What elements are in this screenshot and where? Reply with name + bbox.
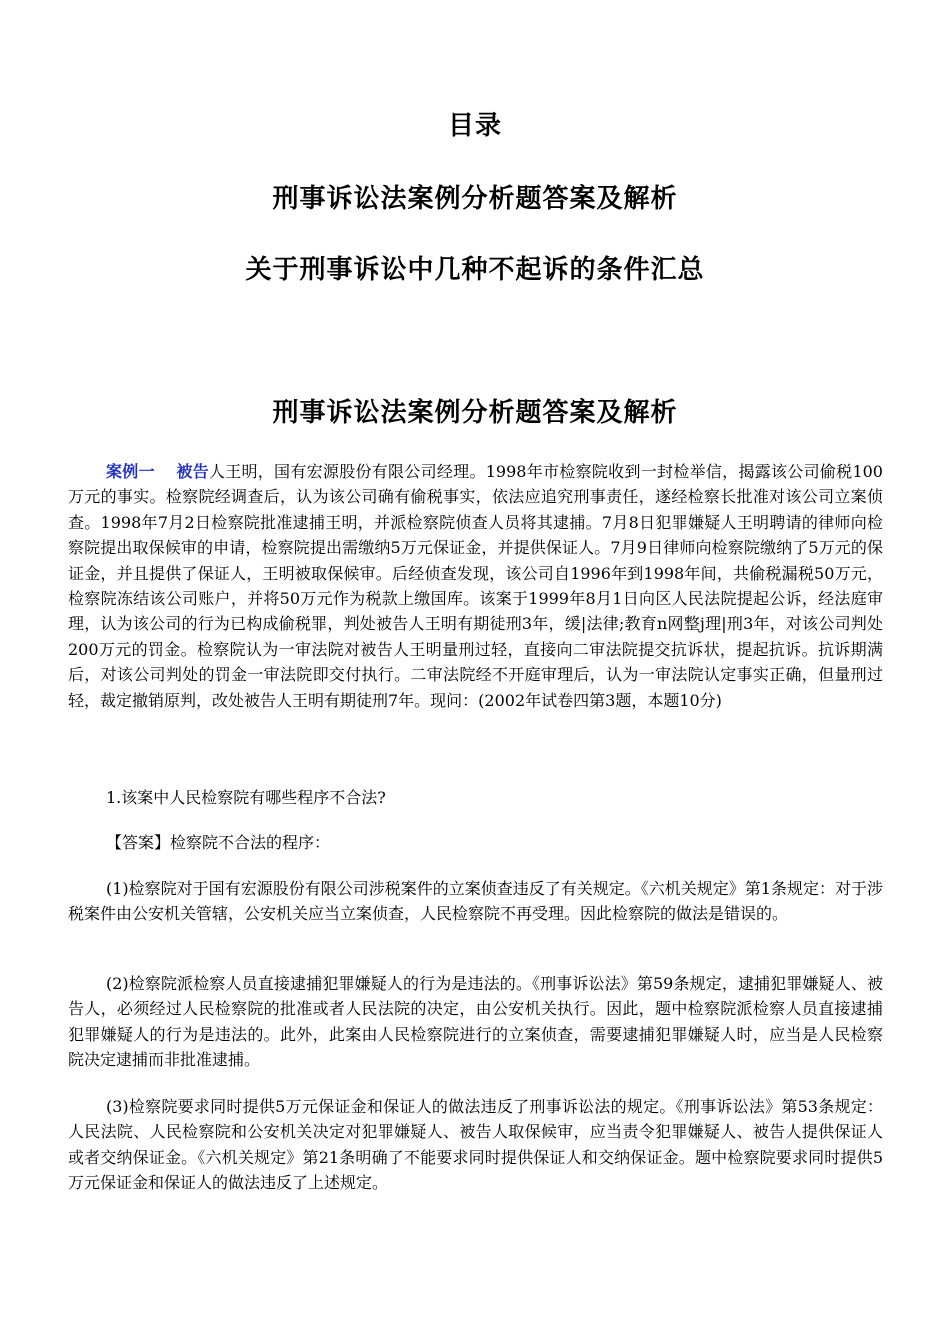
case-label: 案例一 <box>106 462 155 481</box>
case1-text: 人王明，国有宏源股份有限公司经理。1998年市检察院收到一封检举信，揭露该公司偷税100万元的事实。检察院经调查后，认为该公司确有偷税事实，依法应追究刑事责任，遂经检察长批准对该公司立案侦查。1998年7月2日检察院批准逮捕王明，并派检察院侦查人员将其逮捕。7月8日犯罪嫌疑人王明聘请的律师向检察院提出取保候审的申请，检察院提出需缴纳5万元保证金，并提供保证人。7月9日律师向检察院缴纳了5万元的保证金，并且提供了保证人，王明被取保候审。后经侦查发现，该公司自1996年到1998年间，共偷税漏税50万元，检察院冻结该公司账户，并将50万元作为税款上缴国库。该案于1999年8月1日向区人民法院提起公诉，经法庭审理，认为该公司的行为已构成偷税罪，判处被告人王明有期徒刑3年，缓|法律;教育n网整j理|刑3年，对该公司判处200万元的罚金。检察院认为一审法院对被告人王明量刑过轻，直接向二审法院提交抗诉状，提起抗诉。抗诉期满后，对该公司判处的罚金一审法院即交付执行。二审法院经不开庭审理后，认为一审法院认定事实正确，但量刑过轻，裁定撤销原判，改处被告人王明有期徒刑7年。现问：(2002年试卷四第3题，本题10分) <box>68 462 883 710</box>
question-1: 1.该案中人民检察院有哪些程序不合法? <box>106 788 386 807</box>
answer-intro: 【答案】检察院不合法的程序： <box>106 833 331 852</box>
toc-title: 目录 <box>447 111 502 141</box>
answer-point-3: (3)检察院要求同时提供5万元保证金和保证人的做法违反了刑事诉讼法的规定。《刑事诉讼法》第53条规定：人民法院、人民检察院和公安机关决定对犯罪嫌疑人、被告人取保候审，应当责令犯罪嫌疑人、被告人提供保证人或者交纳保证金。《六机关规定》第21条明确了不能要求同时提供保证人和交纳保证金。题中检察院要求同时提供5万元保证金和保证人的做法违反了上述规定。 <box>68 1097 883 1193</box>
toc-item-2[interactable]: 关于刑事诉讼中几种不起诉的条件汇总 <box>245 255 705 285</box>
toc-item-1[interactable]: 刑事诉讼法案例分析题答案及解析 <box>272 184 678 214</box>
defendant-label: 被告 <box>176 462 209 481</box>
answer-point-1: (1)检察院对于国有宏源股份有限公司涉税案件的立案侦查违反了有关规定。《六机关规定》第1条规定：对于涉税案件由公安机关管辖，公安机关应当立案侦查，人民检察院不再受理。因此检察院的做法是错误的。 <box>68 879 883 924</box>
case1-paragraph <box>68 459 883 713</box>
answer-point-2: (2)检察院派检察人员直接逮捕犯罪嫌疑人的行为是违法的。《刑事诉讼法》第59条规定，逮捕犯罪嫌疑人、被告人，必须经过人民检察院的批准或者人民法院的决定，由公安机关执行。因此，题中检察院派检察人员直接逮捕犯罪嫌疑人的行为是违法的。此外，此案由人民检察院进行的立案侦查，需要逮捕犯罪嫌疑人时，应当是人民检察院决定逮捕而非批准逮捕。 <box>68 974 883 1070</box>
section-title: 刑事诉讼法案例分析题答案及解析 <box>272 398 678 428</box>
